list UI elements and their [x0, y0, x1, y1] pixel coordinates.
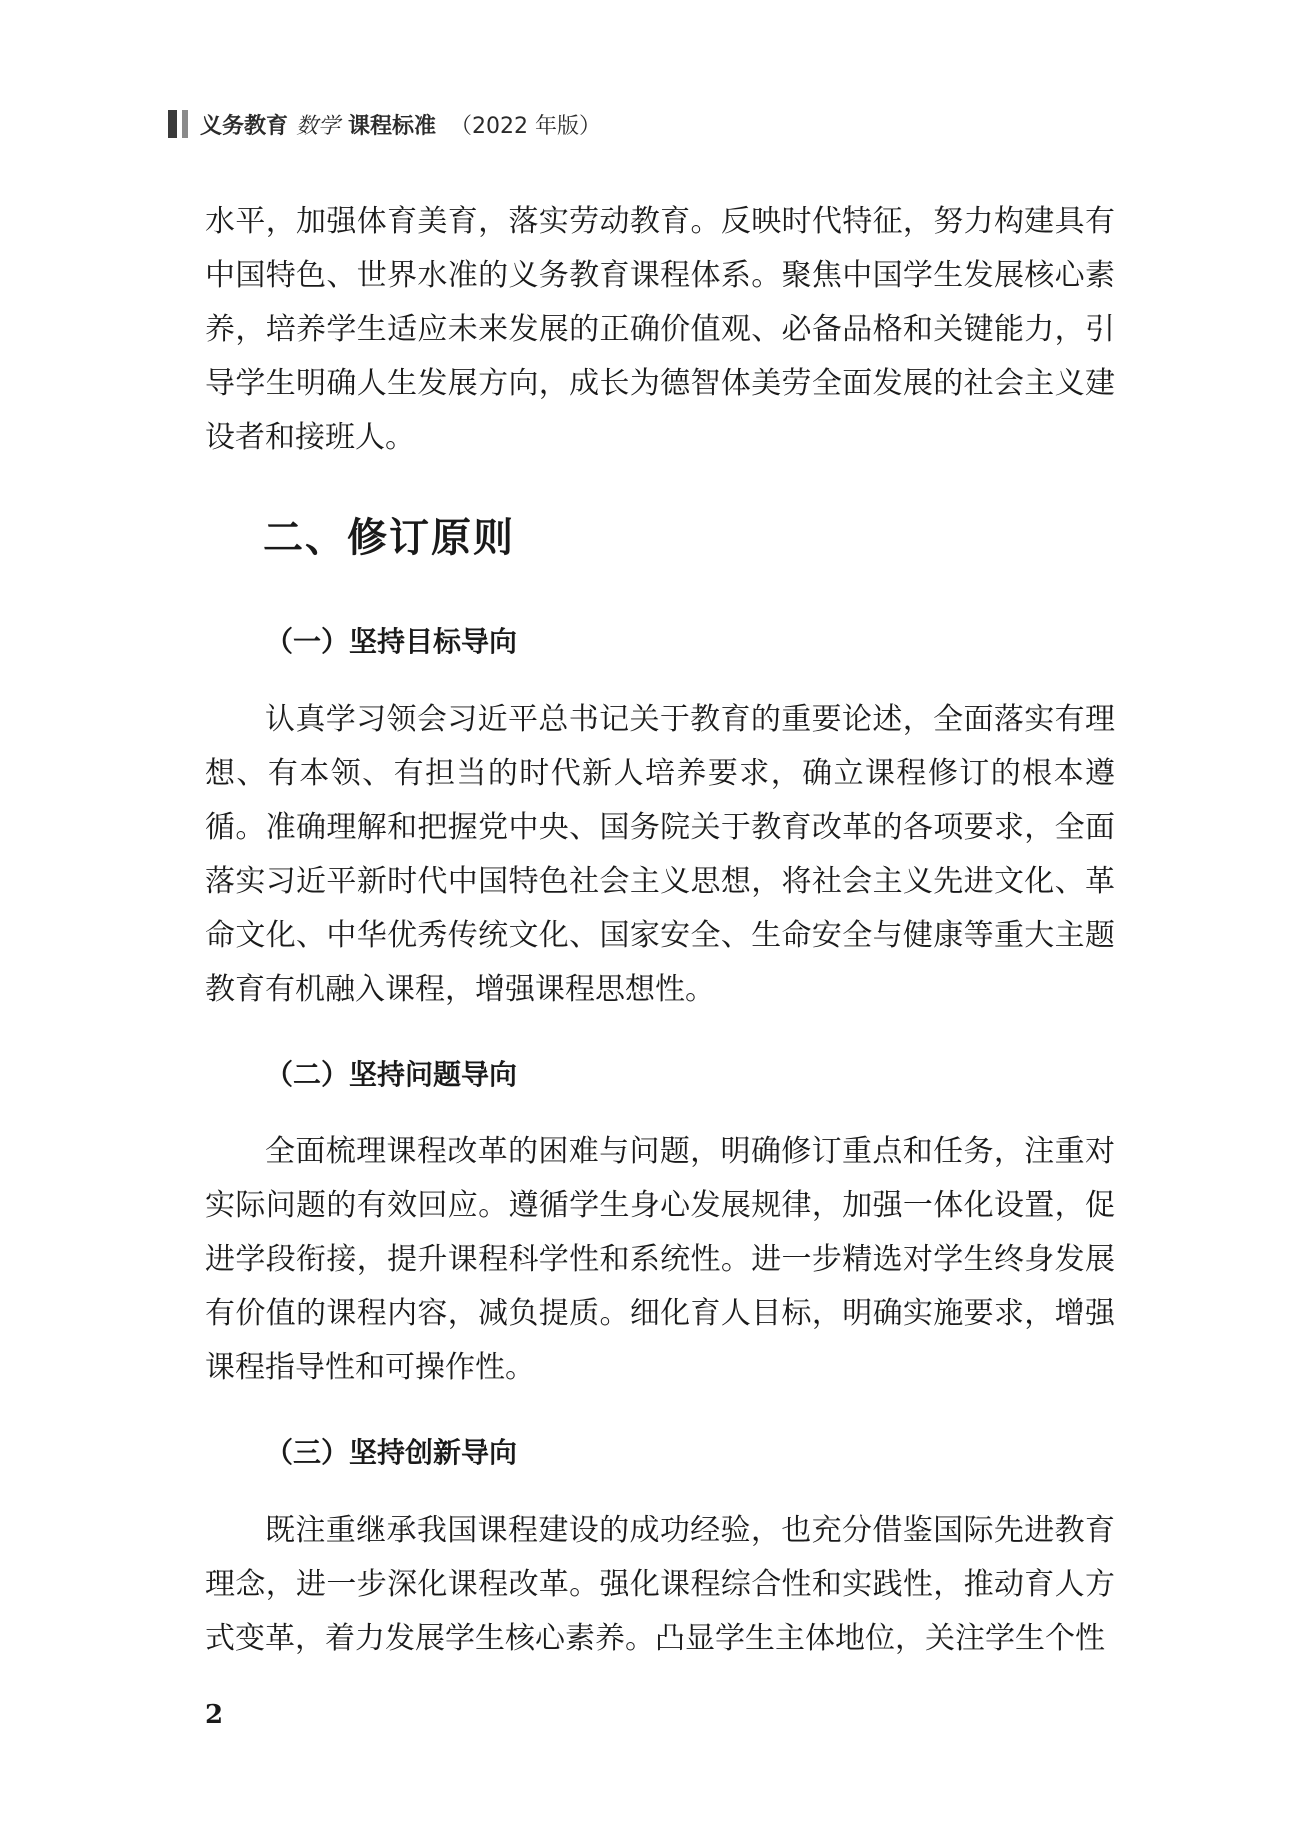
- subsection-title-1: （一）坚持目标导向: [265, 625, 518, 658]
- subsection-body-3: 既注重继承我国课程建设的成功经验，也充分借鉴国际先进教育理念，进一步深化课程改革。强化课程综合性和实践性，推动育人方式变革，着力发展学生核心素养。凸显学生主体地位，关注学生个性: [205, 1513, 1115, 1656]
- subsection-body-2: 全面梳理课程改革的困难与问题，明确修订重点和任务，注重对实际问题的有效回应。遵循学生身心发展规律，加强一体化设置，促进学段衔接，提升课程科学性和系统性。进一步精选对学生终身发展有价值的课程内容，减负提质。细化育人目标，明确实施要求，增强课程指导性和可操作性。: [205, 1134, 1115, 1385]
- header-bar-dark: [168, 110, 177, 138]
- subsection-body-1-block: [205, 693, 1115, 1017]
- header-title-part3: 课程标准: [348, 113, 437, 139]
- header-title-subject: 数学: [296, 113, 341, 139]
- intro-paragraph-block: [205, 195, 1115, 465]
- header-edition: （2022 年版）: [450, 113, 602, 139]
- running-header: [168, 106, 601, 142]
- intro-paragraph: 水平，加强体育美育，落实劳动教育。反映时代特征，努力构建具有中国特色、世界水准的义务教育课程体系。聚焦中国学生发展核心素养，培养学生适应未来发展的正确价值观、必备品格和关键能力，引导学生明确人生发展方向，成长为德智体美劳全面发展的社会主义建设者和接班人。: [205, 204, 1115, 455]
- page-number: 2: [205, 1700, 224, 1730]
- header-title-part1: 义务教育: [200, 113, 289, 139]
- subsection-body-2-block: [205, 1125, 1115, 1395]
- subsection-title-2: （二）坚持问题导向: [265, 1058, 518, 1091]
- section-title: 二、修订原则: [263, 515, 515, 561]
- header-bar-light: [182, 110, 188, 138]
- subsection-title-3: （三）坚持创新导向: [265, 1436, 518, 1469]
- header-bar-mark: [168, 110, 188, 138]
- subsection-body-3-block: [205, 1504, 1115, 1666]
- subsection-body-1: 认真学习领会习近平总书记关于教育的重要论述，全面落实有理想、有本领、有担当的时代新人培养要求，确立课程修订的根本遵循。准确理解和把握党中央、国务院关于教育改革的各项要求，全面落实习近平新时代中国特色社会主义思想，将社会主义先进文化、革命文化、中华优秀传统文化、国家安全、生命安全与健康等重大主题教育有机融入课程，增强课程思想性。: [205, 702, 1115, 1007]
